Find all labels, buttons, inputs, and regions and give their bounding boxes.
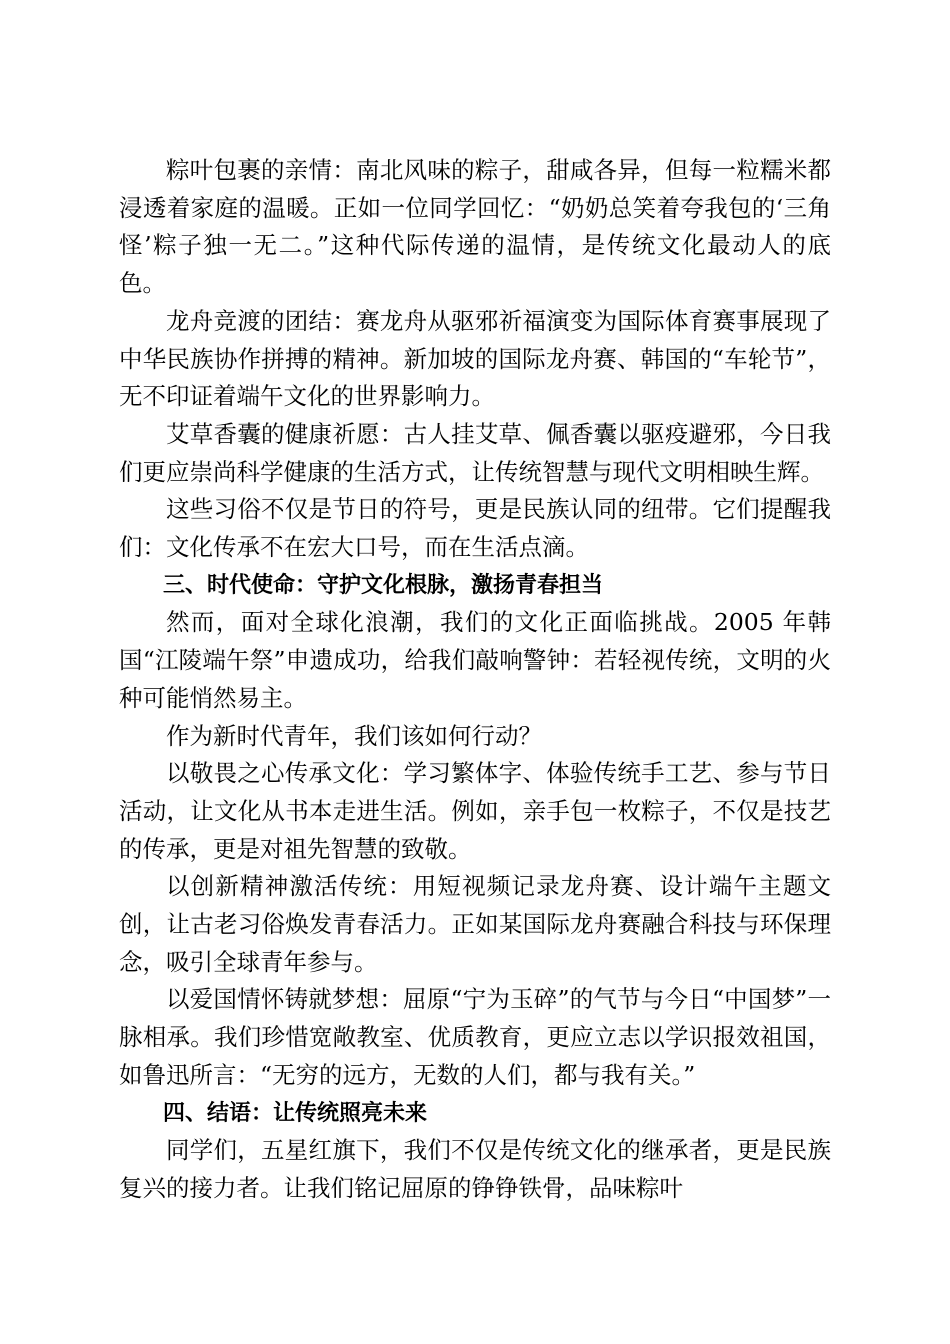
para-xisu: 这些习俗不仅是节日的符号，更是民族认同的纽带。它们提醒我们：文化传承不在宏大口号，而在生活点滴。 — [119, 495, 831, 562]
para-quanqiuhua: 然而，面对全球化浪潮，我们的文化正面临挑战。2005 年韩国“江陵端午祭”申遗成功，给我们敲响警钟：若轻视传统，文明的火种可能悄然易主。 — [119, 608, 831, 712]
para-chuangxin: 以创新精神激活传统：用短视频记录龙舟赛、设计端午主题文创，让古老习俗焕发青春活力。正如某国际龙舟赛融合科技与环保理念，吸引全球青年参与。 — [119, 872, 831, 976]
para-aicao: 艾草香囊的健康祈愿：古人挂艾草、佩香囊以驱疫避邪，今日我们更应崇尚科学健康的生活方式，让传统智慧与现代文明相映生辉。 — [119, 419, 831, 486]
para-jieyu: 同学们，五星红旗下，我们不仅是传统文化的继承者，更是民族复兴的接力者。让我们铭记屈原的铮铮铁骨，品味粽叶 — [119, 1136, 831, 1202]
heading-section-4: 四、结语：让传统照亮未来 — [163, 1100, 428, 1126]
para-aiguo: 以爱国情怀铸就梦想：屈原“宁为玉碎”的气节与今日“中国梦”一脉相承。我们珍惜宽敞教室、优质教育，更应立志以学识报效祖国，如鲁迅所言：“无穷的远方，无数的人们，都与我有关。” — [119, 985, 831, 1089]
para-xingdong: 作为新时代青年，我们该如何行动？ — [166, 721, 542, 750]
document-page — [119, 152, 831, 1208]
heading-section-3: 三、时代使命：守护文化根脉，激扬青春担当 — [163, 572, 604, 598]
para-zongye: 粽叶包裹的亲情：南北风味的粽子，甜咸各异，但每一粒糯米都浸透着家庭的温暖。正如一位同学回忆：“奶奶总笑着夸我包的‘三角怪’粽子独一无二。”这种代际传递的温情，是传统文化最动人的底色。 — [119, 156, 831, 298]
para-longzhou: 龙舟竞渡的团结：赛龙舟从驱邪祈福演变为国际体育赛事展现了中华民族协作拼搏的精神。新加坡的国际龙舟赛、韩国的“车轮节”，无不印证着端午文化的世界影响力。 — [119, 306, 831, 411]
para-jingwei: 以敬畏之心传承文化：学习繁体字、体验传统手工艺、参与节日活动，让文化从书本走进生活。例如，亲手包一枚粽子，不仅是技艺的传承，更是对祖先智慧的致敬。 — [119, 759, 831, 863]
